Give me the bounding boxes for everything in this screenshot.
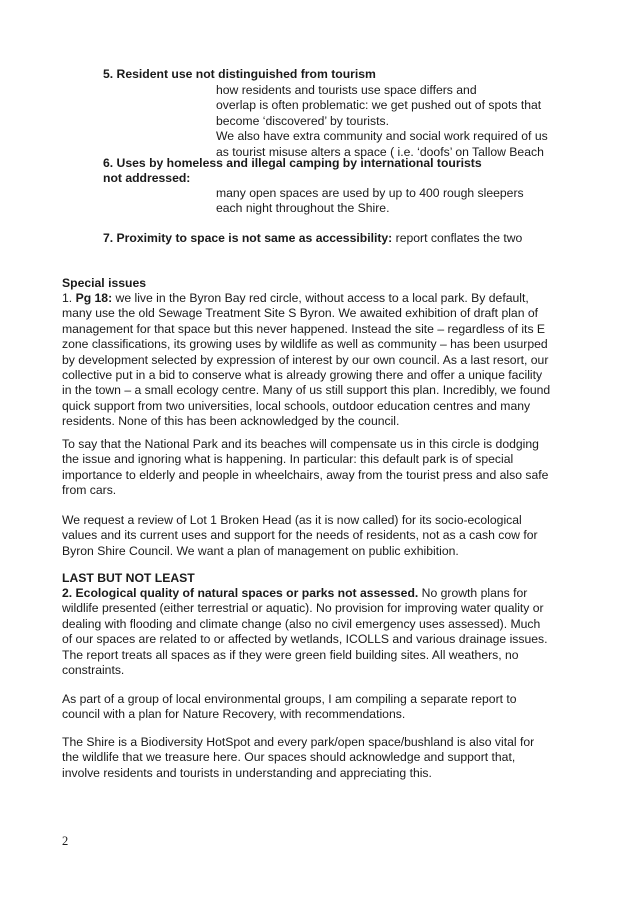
item7-heading: 7. Proximity to space is not same as accessibility: bbox=[103, 231, 393, 245]
item5-line: become ‘discovered’ by tourists. bbox=[216, 113, 389, 128]
item5-line: how residents and tourists use space differs and bbox=[216, 83, 477, 97]
list-number: 1. bbox=[62, 291, 76, 305]
last-p3-line: involve residents and tourists in understanding and appreciating this. bbox=[62, 765, 432, 780]
last-p1-line: of our spaces are related to or affected by wetlands, ICOLLS and various drainage issues. bbox=[62, 632, 548, 647]
special-issues-p1-line: residents. None of this has been acknowledged by the council. bbox=[62, 414, 400, 429]
special-issues-p2 bbox=[62, 437, 548, 499]
last-p1-line: wildlife presented (either terrestrial or aquatic). No provision for improving water quality or bbox=[62, 601, 544, 616]
special-issues-p1-line: by development selected by expression of interest by our own council. As a last resort, our bbox=[62, 352, 549, 367]
item7 bbox=[103, 231, 522, 246]
item6-heading-line: 6. Uses by homeless and illegal camping by international tourists bbox=[103, 156, 482, 170]
last-p3-line: the wildlife that we treasure here. Our spaces should acknowledge and support that, bbox=[62, 750, 516, 765]
special-issues-p1-line: quick support from two universities, local schools, outdoor education centres and many bbox=[62, 398, 531, 413]
special-issues-p3-line: values and its current uses and support for the needs of residents, not as a cash cow for bbox=[62, 528, 538, 543]
special-issues-p1 bbox=[62, 291, 550, 430]
last-p1 bbox=[62, 586, 548, 678]
last-p1-line: The report treats all spaces as if they were green field building sites. All weathers, no bbox=[62, 647, 519, 662]
last-p2-line: As part of a group of local environmental groups, I am compiling a separate report to bbox=[62, 692, 517, 706]
special-issues-p3 bbox=[62, 513, 538, 559]
last-p1-line: constraints. bbox=[62, 663, 125, 678]
last-p2-line: council with a plan for Nature Recovery, with recommendations. bbox=[62, 707, 406, 722]
special-issues-p2-line: from cars. bbox=[62, 483, 117, 498]
special-issues-p1-line: collective put in a bid to conserve what is already growing there and offer a unique facility bbox=[62, 368, 543, 383]
special-issues-p1-line: zone classifications, its growing uses by wildlife as well as community – has been usurped bbox=[62, 337, 548, 352]
item6-heading bbox=[103, 156, 482, 187]
item5-heading: 5. Resident use not distinguished from tourism bbox=[103, 67, 376, 81]
special-issues-p1-line: many use the old Sewage Treatment Site S Byron. We awaited exhibition of draft plan of bbox=[62, 306, 539, 321]
last-p3 bbox=[62, 735, 534, 781]
last-p1-line: dealing with flooding and climate change (also no civil emergency uses assessed). Much bbox=[62, 616, 541, 631]
item6-body bbox=[216, 186, 524, 217]
special-issues-p1-line bbox=[62, 291, 550, 306]
item2-heading: 2. Ecological quality of natural spaces or parks not assessed. bbox=[62, 586, 419, 600]
special-issues-heading: Special issues bbox=[62, 276, 147, 290]
last-p1-line bbox=[62, 586, 548, 601]
item5-line: as tourist misuse alters a space ( i.e. ‘doofs’ on Tallow Beach bbox=[216, 144, 544, 159]
item5-line: We also have extra community and social work required of us bbox=[216, 129, 548, 144]
special-issues-p3-line: We request a review of Lot 1 Broken Head (as it is now called) for its socio-ecological bbox=[62, 513, 522, 527]
item7-text: report conflates the two bbox=[392, 231, 523, 245]
page-reference: Pg 18: bbox=[75, 291, 113, 305]
item5-line: overlap is often problematic: we get pushed out of spots that bbox=[216, 98, 542, 113]
special-issues-p2-line: importance to elderly and people in wheelchairs, away from the tourist press and also safe bbox=[62, 467, 549, 482]
paragraph-text: we live in the Byron Bay red circle, without access to a local park. By default, bbox=[112, 291, 529, 305]
item6-line: many open spaces are used by up to 400 rough sleepers bbox=[216, 186, 524, 200]
paragraph-text: No growth plans for bbox=[418, 586, 528, 600]
special-issues-p3-line: Byron Shire Council. We want a plan of management on public exhibition. bbox=[62, 543, 459, 558]
last-but-not-least-heading: LAST BUT NOT LEAST bbox=[62, 571, 195, 585]
last-p3-line: The Shire is a Biodiversity HotSpot and every park/open space/bushland is also vital for bbox=[62, 735, 535, 749]
special-issues-p1-line: in the town – a small ecology centre. Many of us still support this plan. Incredibly, we found bbox=[62, 383, 551, 398]
item6-heading-line: not addressed: bbox=[103, 171, 191, 186]
item6-line: each night throughout the Shire. bbox=[216, 201, 390, 216]
special-issues-p2-line: the issue and ignoring what is happening. In particular: this default park is of special bbox=[62, 452, 514, 467]
last-p2 bbox=[62, 692, 517, 723]
special-issues-p2-line: To say that the National Park and its beaches will compensate us in this circle is dodging bbox=[62, 437, 539, 451]
item5-body bbox=[216, 83, 548, 160]
page-number: 2 bbox=[62, 834, 69, 848]
special-issues-p1-line: management for that space but this never happened. Instead the site – regardless of its E bbox=[62, 321, 546, 336]
